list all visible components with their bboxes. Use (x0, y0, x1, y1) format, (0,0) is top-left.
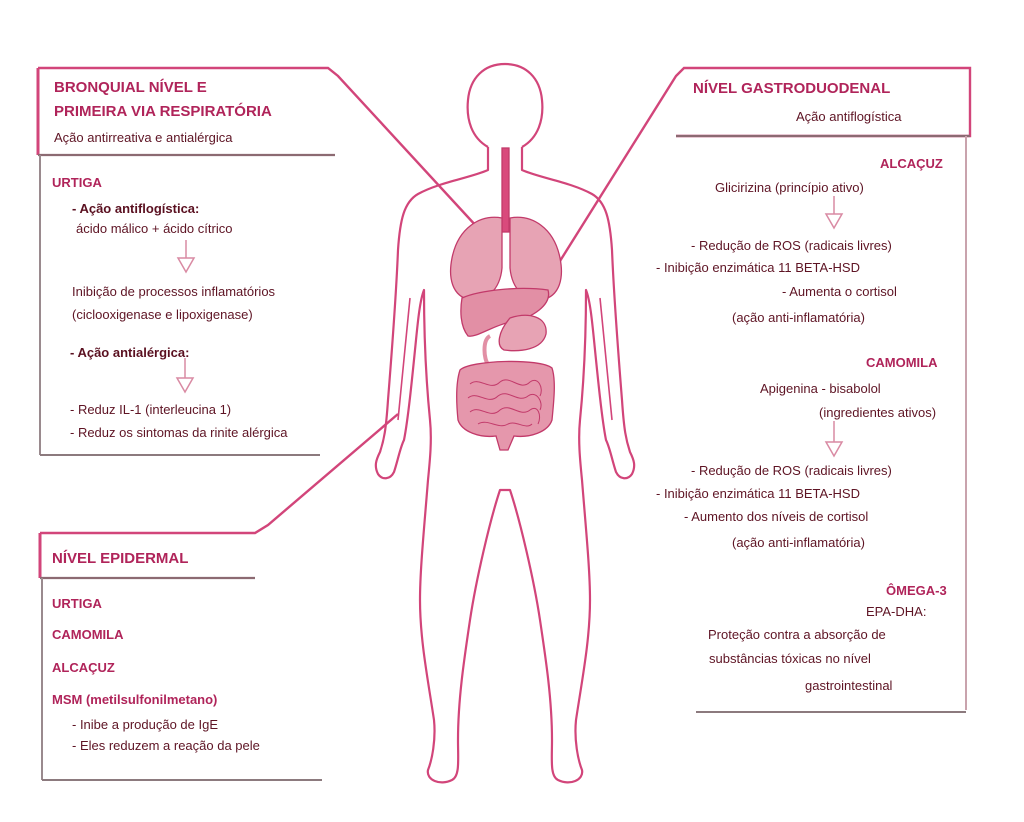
trachea (502, 148, 509, 232)
action-antialergica-label: - Ação antialérgica: (70, 345, 190, 360)
omega-line3: gastrointestinal (805, 678, 893, 693)
camomila-effect1: - Redução de ROS (radicais livres) (691, 463, 892, 478)
bronchial-title-line2: PRIMEIRA VIA RESPIRATÓRIA (54, 103, 272, 120)
camomila-effect4: (ação anti-inflamatória) (732, 535, 865, 550)
bronchial-title-line1: BRONQUIAL NÍVEL E (54, 79, 207, 96)
camomila-active1: Apigenina - bisabolol (760, 381, 881, 396)
bronchial-subtitle: Ação antirreativa e antialérgica (54, 130, 233, 145)
msm-effect1: - Inibe a produção de IgE (72, 717, 218, 732)
gastro-subtitle: Ação antiflogística (796, 109, 902, 124)
epidermal-item-camomila: CAMOMILA (52, 627, 124, 642)
camomila-effect3: - Aumento dos níveis de cortisol (684, 509, 869, 524)
bronchial-box-frame (38, 68, 478, 455)
omega-line1: Proteção contra a absorção de (708, 627, 886, 642)
action-antiflogistica-result2: (ciclooxigenase e lipoxigenase) (72, 307, 253, 322)
alcacuz-active: Glicirizina (princípio ativo) (715, 180, 864, 195)
gastro-omega-title: ÔMEGA-3 (886, 583, 947, 598)
camomila-effect2: - Inibição enzimática 11 BETA-HSD (656, 486, 860, 501)
action-antialergica-result1: - Reduz IL-1 (interleucina 1) (70, 402, 232, 417)
right-lung (510, 217, 561, 300)
epidermal-title: NÍVEL EPIDERMAL (52, 550, 189, 567)
camomila-active2: (ingredientes ativos) (819, 405, 937, 420)
alcacuz-effect2: - Inibição enzimática 11 BETA-HSD (656, 260, 860, 275)
head-outline (468, 64, 543, 147)
action-antialergica-result2: - Reduz os sintomas da rinite alérgica (70, 425, 288, 440)
epidermal-item-msm: MSM (metilsulfonilmetano) (52, 692, 218, 707)
left-lung (451, 217, 502, 300)
alcacuz-effect4: (ação anti-inflamatória) (732, 310, 865, 325)
gastro-title: NÍVEL GASTRODUODENAL (693, 80, 891, 97)
action-antiflogistica-detail: ácido málico + ácido cítrico (76, 221, 233, 236)
gastro-alcacuz-title: ALCAÇUZ (880, 156, 943, 171)
action-antiflogistica-label: - Ação antiflogística: (72, 201, 200, 216)
epidermal-item-alcacuz: ALCAÇUZ (52, 660, 115, 675)
omega-line2: substâncias tóxicas no nível (709, 651, 871, 666)
gastro-camomila-title: CAMOMILA (866, 355, 938, 370)
large-intestine (457, 361, 555, 450)
bronchial-section-urtiga: URTIGA (52, 175, 102, 190)
action-antiflogistica-result1: Inibição de processos inflamatórios (72, 284, 276, 299)
organs (451, 148, 562, 450)
alcacuz-effect1: - Redução de ROS (radicais livres) (691, 238, 892, 253)
alcacuz-effect3: - Aumenta o cortisol (782, 284, 897, 299)
epidermal-item-urtiga: URTIGA (52, 596, 102, 611)
msm-effect2: - Eles reduzem a reação da pele (72, 738, 260, 753)
omega-sub: EPA-DHA: (866, 604, 927, 619)
